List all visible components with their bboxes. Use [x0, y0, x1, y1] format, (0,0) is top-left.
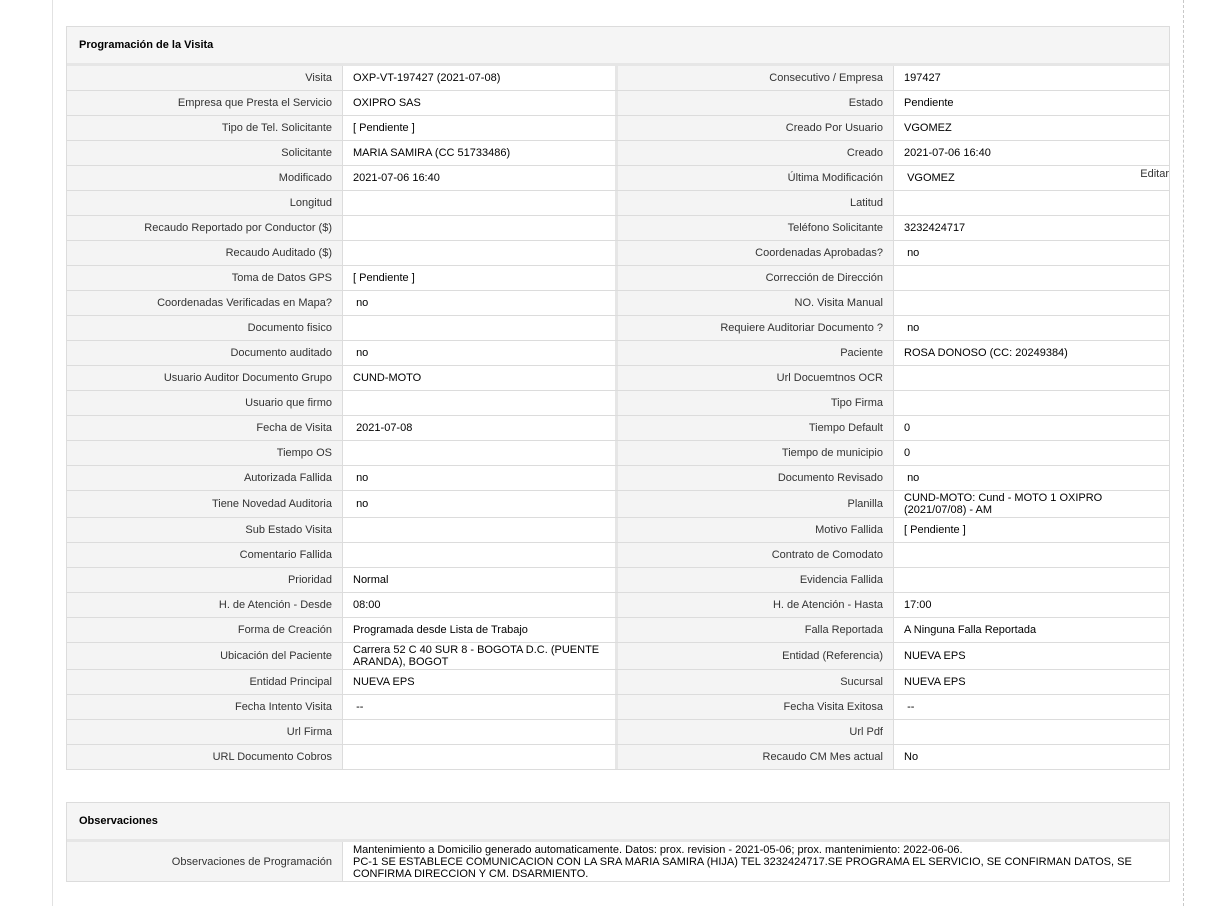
field-value: [894, 543, 1169, 567]
field-value: [894, 116, 1169, 140]
field-label-text: Empresa que Presta el Servicio: [177, 97, 332, 109]
field-label-text: Creado Por Usuario: [785, 122, 883, 134]
edit-link[interactable]: Editar: [1140, 168, 1169, 180]
field-label-text: Coordenadas Verificadas en Mapa?: [157, 297, 332, 309]
field-label-text: Url Firma: [286, 726, 332, 738]
field-value: [343, 441, 618, 465]
field-value: [343, 266, 618, 290]
field-value: [894, 191, 1169, 215]
table-row: [67, 141, 1169, 166]
table-row: [67, 91, 1169, 116]
field-label-text: Forma de Creación: [237, 624, 332, 636]
field-value: [894, 266, 1169, 290]
field-label-text: NO. Visita Manual: [794, 297, 883, 309]
field-value: [343, 416, 618, 440]
field-label-text: Paciente: [840, 347, 883, 359]
field-label: [67, 568, 343, 592]
field-label-text: Recaudo Auditado ($): [225, 247, 332, 259]
field-value: [894, 745, 1169, 769]
field-label-text: Tiempo Default: [808, 422, 883, 434]
field-label: [67, 643, 343, 669]
field-label-text: Latitud: [849, 197, 883, 209]
field-label: [618, 166, 894, 190]
field-label-text: Fecha de Visita: [256, 422, 332, 434]
field-value: [894, 491, 1169, 517]
table-row: [67, 366, 1169, 391]
field-value: [894, 518, 1169, 542]
field-label: [67, 618, 343, 642]
field-label: [618, 643, 894, 669]
field-value-text: MARIA SAMIRA (CC 51733486): [353, 147, 511, 159]
field-label: [618, 316, 894, 340]
field-label: [67, 695, 343, 719]
field-label: [618, 391, 894, 415]
field-value-text: no: [904, 322, 920, 334]
field-label: [67, 593, 343, 617]
table-row: [67, 66, 1169, 91]
field-label-text: Coordenadas Aprobadas?: [755, 247, 883, 259]
field-label: [67, 266, 343, 290]
field-value: [343, 141, 618, 165]
field-value: [343, 91, 618, 115]
field-value: [894, 141, 1169, 165]
field-label-text: H. de Atención - Desde: [218, 599, 332, 611]
field-label: [67, 366, 343, 390]
field-value-text: Programada desde Lista de Trabajo: [353, 624, 528, 636]
field-value-text: no: [353, 297, 369, 309]
field-value: [343, 341, 618, 365]
field-value-text: CUND-MOTO: [353, 372, 422, 384]
table-row: [67, 842, 1169, 881]
field-value: [343, 241, 618, 265]
field-value: [894, 391, 1169, 415]
field-value-text: No: [904, 751, 919, 763]
field-label: [618, 745, 894, 769]
field-value: [894, 316, 1169, 340]
table-row: [67, 593, 1169, 618]
field-label-text: Tiempo OS: [276, 447, 332, 459]
field-label: [67, 241, 343, 265]
field-value: [343, 618, 618, 642]
field-label-text: Documento fisico: [247, 322, 332, 334]
field-label-text: Autorizada Fallida: [243, 472, 332, 484]
field-label-text: Fecha Intento Visita: [234, 701, 332, 713]
field-value: [894, 416, 1169, 440]
field-label-text: Longitud: [289, 197, 332, 209]
field-label: [618, 366, 894, 390]
field-label-text: Url Pdf: [849, 726, 883, 738]
table-row: [67, 116, 1169, 141]
field-value: [894, 291, 1169, 315]
field-label-text: Usuario que firmo: [245, 397, 332, 409]
field-value-text: VGOMEZ: [904, 122, 952, 134]
field-label: [618, 116, 894, 140]
field-value-text: no: [353, 472, 369, 484]
field-label-text: Documento Revisado: [777, 472, 883, 484]
field-label: [67, 416, 343, 440]
table-row: [67, 670, 1169, 695]
field-label: [618, 670, 894, 694]
field-value: [343, 643, 618, 669]
field-label-text: Ubicación del Paciente: [220, 650, 332, 662]
table-row: [67, 266, 1169, 291]
field-value-text: 2021-07-06 16:40: [353, 172, 440, 184]
table-row: [67, 568, 1169, 593]
field-label-text: Entidad Principal: [249, 676, 332, 688]
field-value-text: 17:00: [904, 599, 932, 611]
field-label-text: Tipo de Tel. Solicitante: [221, 122, 332, 134]
field-label: [618, 618, 894, 642]
field-label: [67, 316, 343, 340]
field-label: [67, 216, 343, 240]
table-row: [67, 441, 1169, 466]
field-label: [67, 141, 343, 165]
field-value-text: [ Pendiente ]: [353, 272, 415, 284]
table-row: [67, 391, 1169, 416]
field-label: [618, 241, 894, 265]
field-value: [343, 66, 618, 90]
field-label-text: Evidencia Fallida: [799, 574, 883, 586]
field-value-text: no: [904, 247, 920, 259]
field-value-text: --: [353, 701, 364, 713]
programacion-table: [67, 66, 1169, 769]
field-label: [67, 543, 343, 567]
field-label-text: H. de Atención - Hasta: [772, 599, 883, 611]
field-value-text: A Ninguna Falla Reportada: [904, 624, 1037, 636]
field-label-text: Recaudo Reportado por Conductor ($): [144, 222, 332, 234]
field-label: [67, 391, 343, 415]
field-value: [894, 695, 1169, 719]
field-value: [343, 745, 618, 769]
field-value-text: 197427: [904, 72, 941, 84]
field-value: [894, 91, 1169, 115]
field-label: [618, 593, 894, 617]
field-label: [67, 518, 343, 542]
field-value: [343, 316, 618, 340]
table-row: [67, 291, 1169, 316]
observaciones-title: Observaciones: [67, 803, 1169, 842]
field-label-text: Documento auditado: [230, 347, 332, 359]
field-value: [343, 518, 618, 542]
field-label: [67, 745, 343, 769]
field-value: [894, 341, 1169, 365]
field-label: [67, 670, 343, 694]
field-value: [343, 695, 618, 719]
field-value: [343, 720, 618, 744]
field-label: [67, 166, 343, 190]
field-value: [343, 391, 618, 415]
field-value-text: no: [353, 498, 369, 510]
field-value: [343, 216, 618, 240]
field-label-text: Prioridad: [287, 574, 332, 586]
field-label: [618, 341, 894, 365]
field-value: [894, 670, 1169, 694]
field-value-text: [ Pendiente ]: [353, 122, 415, 134]
page-right-border: [1183, 0, 1184, 906]
field-value: [894, 366, 1169, 390]
field-value: [894, 720, 1169, 744]
field-label-text: Requiere Auditoriar Documento ?: [720, 322, 883, 334]
table-row: [67, 191, 1169, 216]
field-value-text: Pendiente: [904, 97, 954, 109]
field-value: [894, 216, 1169, 240]
field-label-text: Visita: [305, 72, 332, 84]
table-row: [67, 543, 1169, 568]
field-value-text: ROSA DONOSO (CC: 20249384): [904, 347, 1068, 359]
field-value-text: 0: [904, 447, 911, 459]
field-value-text: [ Pendiente ]: [904, 524, 966, 536]
field-label-text: Usuario Auditor Documento Grupo: [163, 372, 332, 384]
field-label-text: Comentario Fallida: [239, 549, 332, 561]
field-value-text: NUEVA EPS: [904, 650, 966, 662]
field-value-text: 3232424717: [904, 222, 966, 234]
field-label: [618, 720, 894, 744]
field-label-text: Fecha Visita Exitosa: [783, 701, 883, 713]
table-row: [67, 695, 1169, 720]
field-label: [67, 191, 343, 215]
field-value-text: 2021-07-06 16:40: [904, 147, 991, 159]
field-label: [618, 416, 894, 440]
table-row: [67, 241, 1169, 266]
field-value-text: CUND-MOTO: Cund - MOTO 1 OXIPRO (2021/07/08) - AM: [904, 492, 1106, 516]
field-label-text: Tiene Novedad Auditoria: [211, 498, 332, 510]
field-value-text: 2021-07-08: [353, 422, 413, 434]
field-label-text: Tipo Firma: [830, 397, 883, 409]
field-value-text: OXIPRO SAS: [353, 97, 421, 109]
field-label-text: Toma de Datos GPS: [231, 272, 332, 284]
programacion-panel: [66, 26, 1170, 770]
field-label: [67, 491, 343, 517]
field-label: [618, 66, 894, 90]
field-label-text: Tiempo de municipio: [781, 447, 883, 459]
field-value-text: 08:00: [353, 599, 381, 611]
observaciones-label: Observaciones de Programación: [67, 842, 343, 881]
field-label-text: Contrato de Comodato: [771, 549, 883, 561]
field-value: [894, 441, 1169, 465]
field-label-text: Entidad (Referencia): [782, 650, 883, 662]
field-value: [343, 191, 618, 215]
table-row: [67, 341, 1169, 366]
field-label: [618, 695, 894, 719]
field-value: [343, 670, 618, 694]
field-label-text: Teléfono Solicitante: [787, 222, 883, 234]
table-row: [67, 518, 1169, 543]
field-value: [343, 593, 618, 617]
field-value: [343, 166, 618, 190]
table-row: [67, 166, 1169, 191]
field-value: [343, 116, 618, 140]
field-value: [894, 166, 1169, 190]
field-label-text: Modificado: [278, 172, 332, 184]
field-value-text: OXP-VT-197427 (2021-07-08): [353, 72, 501, 84]
page-left-border: [52, 0, 53, 906]
field-label: [67, 91, 343, 115]
field-label-text: Url Docuemtnos OCR: [776, 372, 883, 384]
field-label: [67, 341, 343, 365]
table-row: [67, 745, 1169, 769]
field-label-text: Falla Reportada: [804, 624, 883, 636]
field-value-text: NUEVA EPS: [353, 676, 415, 688]
field-value-text: 0: [904, 422, 911, 434]
field-value: [894, 241, 1169, 265]
table-row: [67, 643, 1169, 670]
field-label: [67, 116, 343, 140]
field-label: [618, 466, 894, 490]
field-label: [67, 441, 343, 465]
field-label-text: Sub Estado Visita: [245, 524, 332, 536]
field-value: [894, 593, 1169, 617]
table-row: [67, 618, 1169, 643]
field-label: [618, 441, 894, 465]
field-value: [343, 543, 618, 567]
field-value: [894, 643, 1169, 669]
field-label: [618, 491, 894, 517]
field-label: [618, 266, 894, 290]
observaciones-value: Mantenimiento a Domicilio generado automaticamente. Datos: prox. revision - 2021-05-06; prox. mantenimiento: 2022-06-06. PC-1 SE ESTABLECE COMUNICACION CON LA SRA MARIA SAMIRA (HIJA) TEL 3232424717.SE PROGRAMA EL SERVICIO, SE CONFIRMAN DATOS, SE CONFIRMA DIRECCION Y CM. DSARMIENTO.: [343, 842, 1169, 881]
field-label: [618, 191, 894, 215]
field-value-text: Carrera 52 C 40 SUR 8 - BOGOTA D.C. (PUENTE ARANDA), BOGOT: [353, 644, 602, 668]
field-value-text: --: [904, 701, 915, 713]
field-label-text: Estado: [848, 97, 883, 109]
field-label-text: Creado: [846, 147, 883, 159]
field-label: [618, 518, 894, 542]
field-label-text: Planilla: [847, 498, 883, 510]
field-value: [894, 466, 1169, 490]
field-label: [618, 543, 894, 567]
field-label: [618, 568, 894, 592]
field-value-text: VGOMEZ: [904, 172, 955, 184]
field-value-text: Normal: [353, 574, 389, 586]
field-label-text: Consecutivo / Empresa: [769, 72, 883, 84]
table-row: [67, 316, 1169, 341]
field-label: [618, 91, 894, 115]
field-label: [67, 720, 343, 744]
table-row: [67, 416, 1169, 441]
field-value: [894, 618, 1169, 642]
field-label-text: Recaudo CM Mes actual: [762, 751, 883, 763]
field-label: [67, 66, 343, 90]
field-label-text: Solicitante: [281, 147, 332, 159]
field-label-text: Sucursal: [840, 676, 883, 688]
field-value: [343, 291, 618, 315]
field-value-text: no: [353, 347, 369, 359]
field-label: [67, 291, 343, 315]
field-label: [618, 291, 894, 315]
field-label-text: Motivo Fallida: [815, 524, 883, 536]
programacion-title: Programación de la Visita: [67, 27, 1169, 66]
field-value: [894, 66, 1169, 90]
table-row: [67, 720, 1169, 745]
field-label-text: Corrección de Dirección: [765, 272, 883, 284]
field-label-text: URL Documento Cobros: [212, 751, 332, 763]
table-row: [67, 491, 1169, 518]
field-value: [343, 366, 618, 390]
field-value: [894, 568, 1169, 592]
field-value-text: NUEVA EPS: [904, 676, 966, 688]
observaciones-panel: [66, 802, 1170, 882]
field-label-text: Última Modificación: [787, 172, 883, 184]
field-label: [67, 466, 343, 490]
table-row: [67, 216, 1169, 241]
field-value: [343, 491, 618, 517]
field-value-text: no: [904, 472, 920, 484]
field-label: [618, 141, 894, 165]
field-value: [343, 568, 618, 592]
table-row: [67, 466, 1169, 491]
field-value: [343, 466, 618, 490]
field-label: [618, 216, 894, 240]
